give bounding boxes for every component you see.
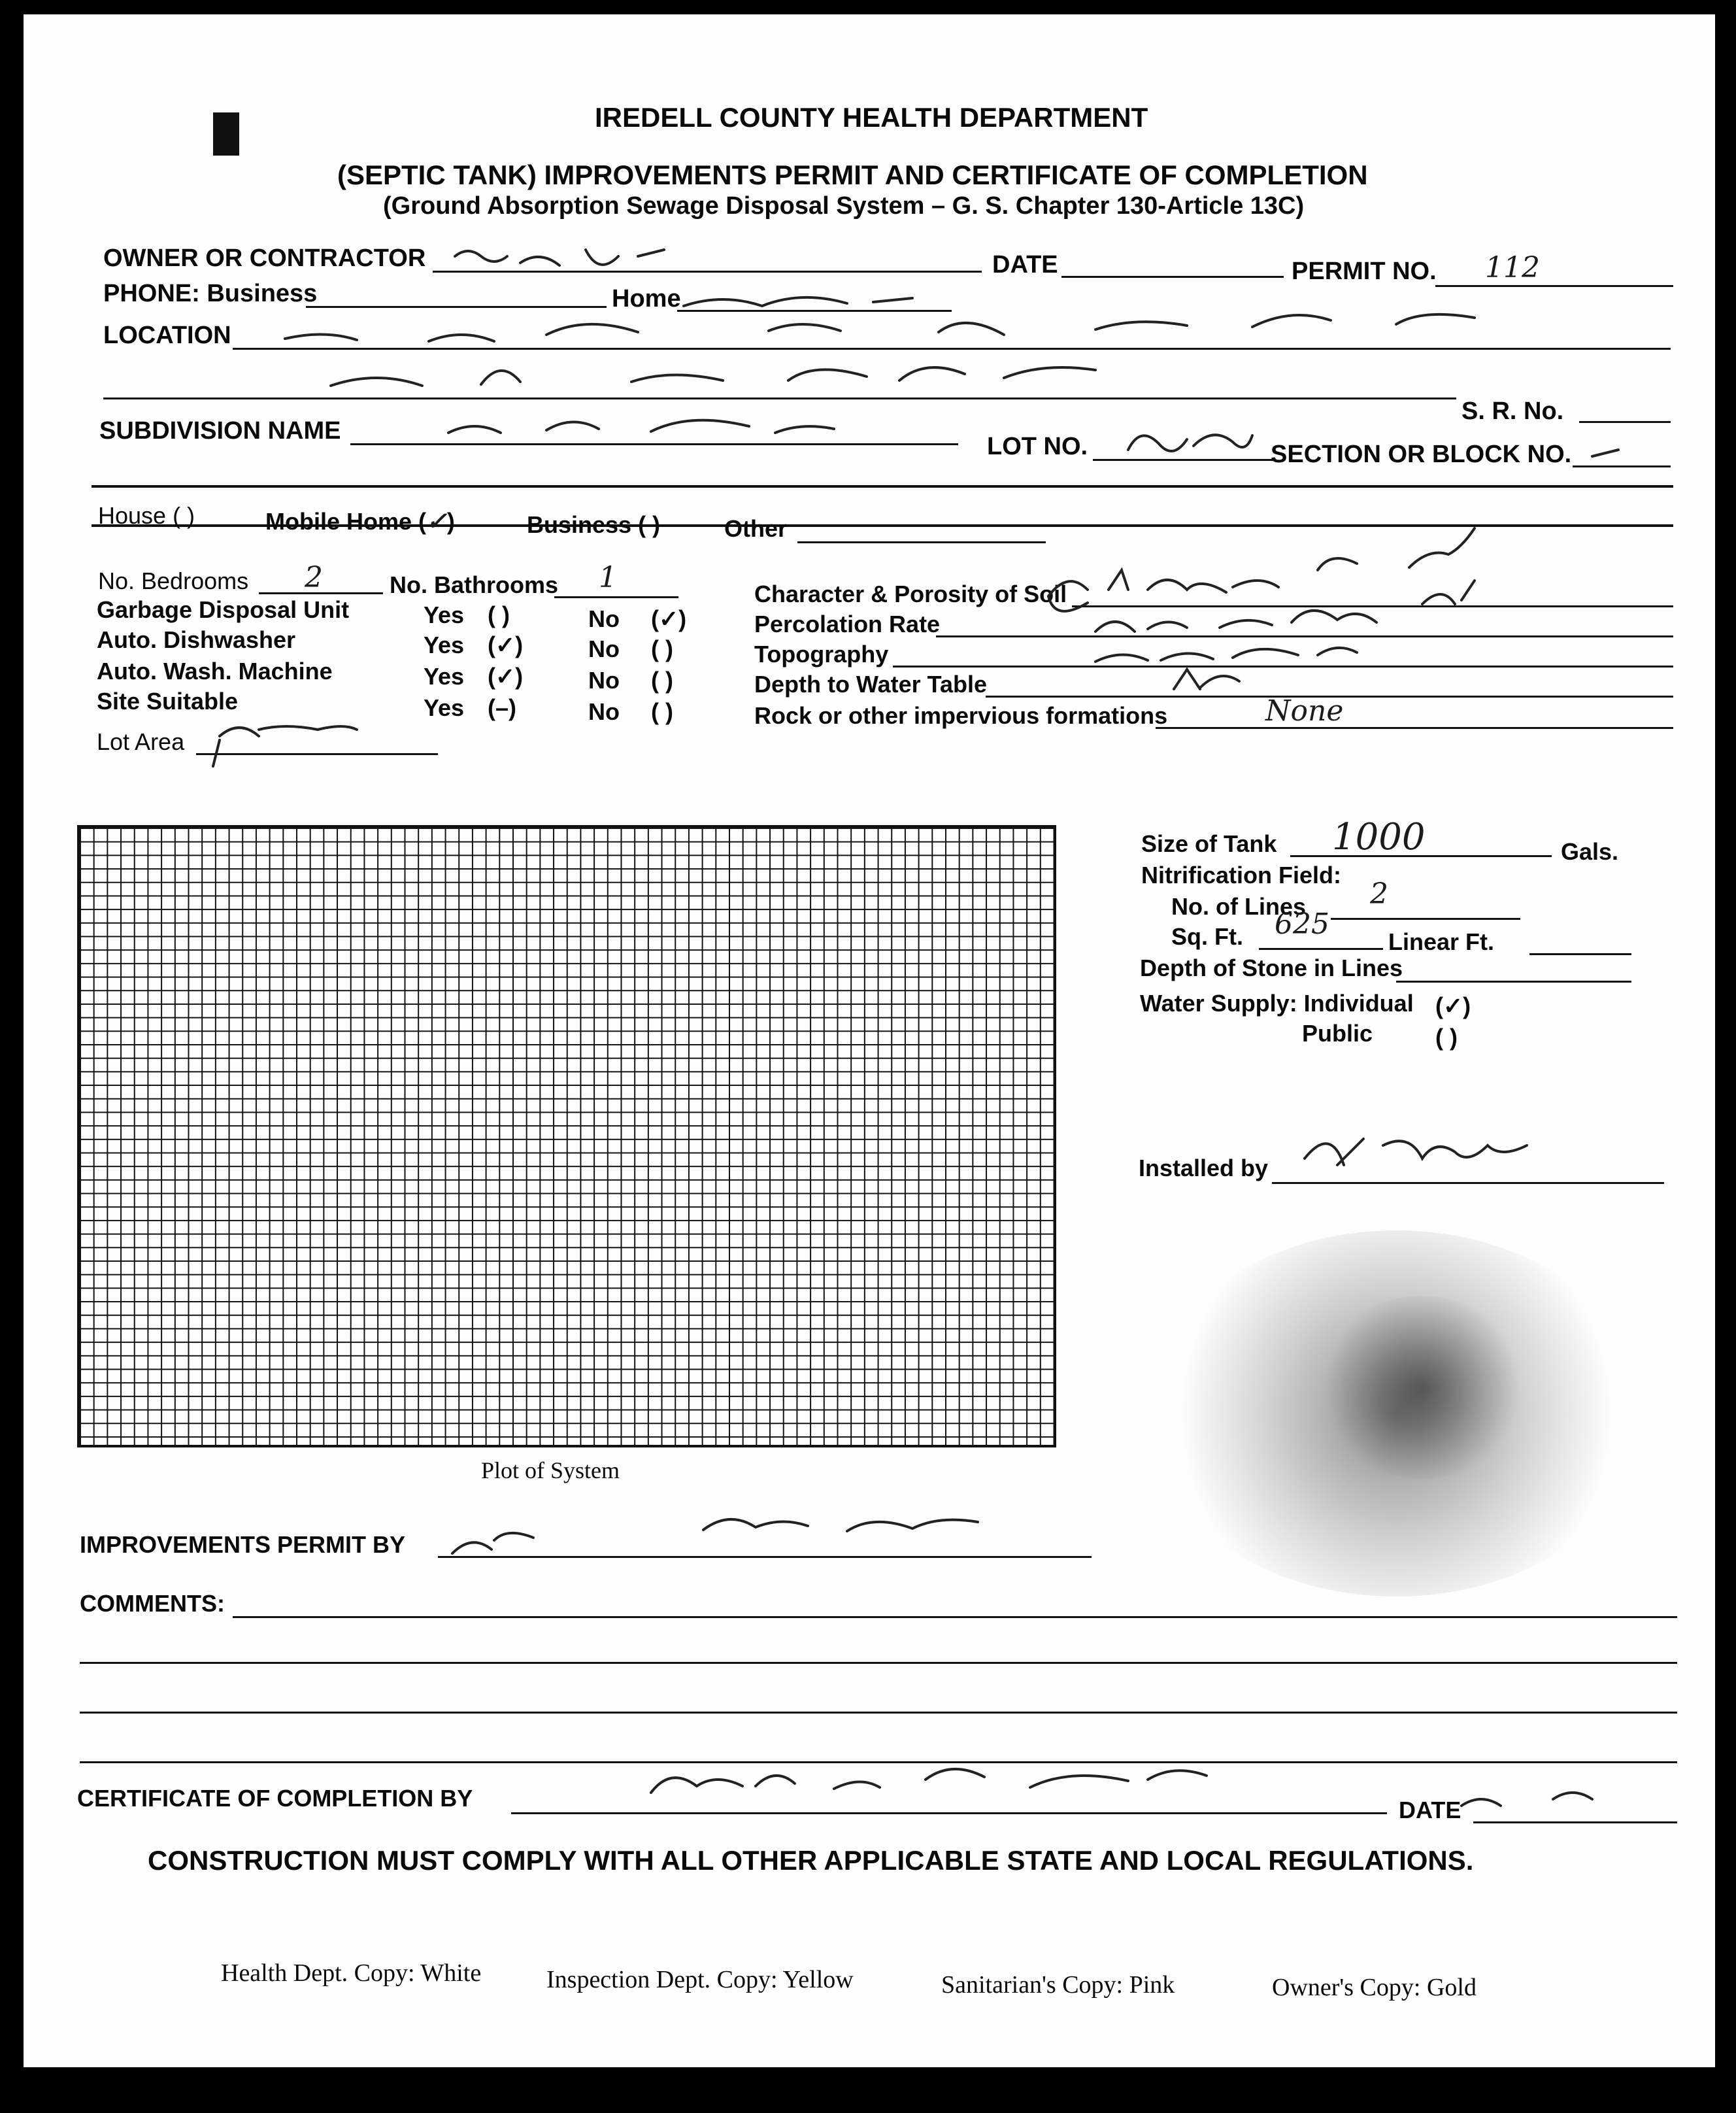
sqft-label: Sq. Ft. [1171,923,1243,950]
comments-line-2 [80,1662,1677,1664]
copy-owner: Owner's Copy: Gold [1272,1974,1477,2001]
percolation-label: Percolation Rate [754,611,941,637]
form-title: (SEPTIC TANK) IMPROVEMENTS PERMIT AND CERTIFICATE OF COMPLETION [337,160,1368,190]
wash-no-label: No [588,667,620,694]
gals-label: Gals. [1561,838,1619,865]
compliance-notice: CONSTRUCTION MUST COMPLY WITH ALL OTHER APPLICABLE STATE AND LOCAL REGULATIONS. [148,1845,1474,1876]
comments-line-4 [80,1761,1677,1763]
garbage-yes-box: ( ) [488,601,510,628]
site-yes-box: (–) [488,694,516,721]
permit-no-value: 112 [1485,251,1540,284]
garbage-no-label: No [588,605,620,632]
rock-value: None [1265,694,1344,728]
garbage-no-box: (✓) [651,605,687,632]
wash-no-box: ( ) [651,667,673,694]
phone-business-label: PHONE: Business [103,280,318,307]
scan-smudge-core [1318,1296,1527,1479]
dishwasher-yes-box: (✓) [488,632,524,658]
form-subtitle: (Ground Absorption Sewage Disposal System – G. S. Chapter 130-Article 13C) [383,192,1305,220]
installed-by-label: Installed by [1139,1155,1269,1181]
section-block-label: SECTION OR BLOCK NO. [1271,441,1572,468]
mobile-home-mark: ✓ [426,506,447,535]
location-label: LOCATION [103,322,231,349]
tank-size-label: Size of Tank [1141,830,1277,857]
house-option: House ( ) [98,502,195,529]
dishwasher-no-label: No [588,635,620,662]
garbage-label: Garbage Disposal Unit [97,596,350,623]
dishwasher-label: Auto. Dishwasher [97,626,296,653]
site-suitable-label: Site Suitable [97,688,239,715]
mobile-home-close: ) [446,508,455,535]
garbage-yes-label: Yes [424,601,465,628]
topography-label: Topography [754,641,889,668]
phone-home-label: Home [612,285,681,313]
comments-line-3 [80,1712,1677,1714]
bedrooms-label: No. Bedrooms [98,567,249,594]
business-option: Business ( ) [527,511,661,538]
plot-caption: Plot of System [481,1457,620,1483]
certificate-date-label: DATE [1399,1797,1461,1823]
subdivision-label: SUBDIVISION NAME [99,417,341,445]
rock-label: Rock or other impervious formations [754,702,1168,729]
date-label: DATE [992,251,1058,279]
water-individual-mark: (✓) [1435,992,1471,1019]
certificate-date-line [1473,1821,1677,1823]
improvements-line [438,1556,1092,1558]
water-public-mark: ( ) [1435,1024,1458,1051]
certificate-label: CERTIFICATE OF COMPLETION BY [77,1785,473,1812]
owner-label: OWNER OR CONTRACTOR [103,245,426,272]
permit-no-label: PERMIT NO. [1292,258,1437,285]
site-yes-label: Yes [424,694,465,721]
copy-health-dept: Health Dept. Copy: White [221,1959,482,1987]
nitrification-label: Nitrification Field: [1141,862,1341,888]
punch-mark [213,112,239,156]
comments-line-1 [233,1616,1677,1618]
wash-machine-label: Auto. Wash. Machine [97,658,333,685]
sr-no-label: S. R. No. [1461,397,1564,425]
tank-size-value: 1000 [1332,816,1426,858]
water-public-label: Public [1302,1020,1373,1047]
certificate-line [511,1812,1387,1814]
site-no-label: No [588,698,620,725]
copy-inspection-dept: Inspection Dept. Copy: Yellow [546,1966,854,1993]
other-label: Other [724,515,788,542]
linear-ft-label: Linear Ft. [1388,928,1495,955]
lines-value: 2 [1370,877,1388,911]
wash-yes-label: Yes [424,663,465,690]
wash-yes-box: (✓) [488,663,524,690]
stone-depth-label: Depth of Stone in Lines [1140,955,1403,981]
lot-no-label: LOT NO. [987,433,1088,460]
permit-form [24,14,1715,2067]
copy-sanitarian: Sanitarian's Copy: Pink [941,1971,1175,1999]
bathrooms-label: No. Bathrooms [390,571,559,598]
comments-label: COMMENTS: [80,1590,225,1617]
lot-area-label: Lot Area [97,728,185,755]
dishwasher-no-box: ( ) [651,635,673,662]
sqft-value: 625 [1275,907,1329,941]
lines-label: No. of Lines [1171,893,1306,920]
water-table-label: Depth to Water Table [754,671,988,698]
department-heading: IREDELL COUNTY HEALTH DEPARTMENT [595,102,1148,133]
water-supply-label: Water Supply: Individual [1140,990,1414,1017]
improvements-label: IMPROVEMENTS PERMIT BY [80,1531,406,1558]
handwriting-marks [24,14,1715,2067]
soil-character-label: Character & Porosity of Soil [754,581,1067,607]
site-no-box: ( ) [651,698,673,725]
mobile-home-label: Mobile Home ( [265,508,427,535]
bathrooms-value: 1 [599,561,617,594]
bedrooms-value: 2 [305,561,323,594]
dishwasher-yes-label: Yes [424,632,465,658]
